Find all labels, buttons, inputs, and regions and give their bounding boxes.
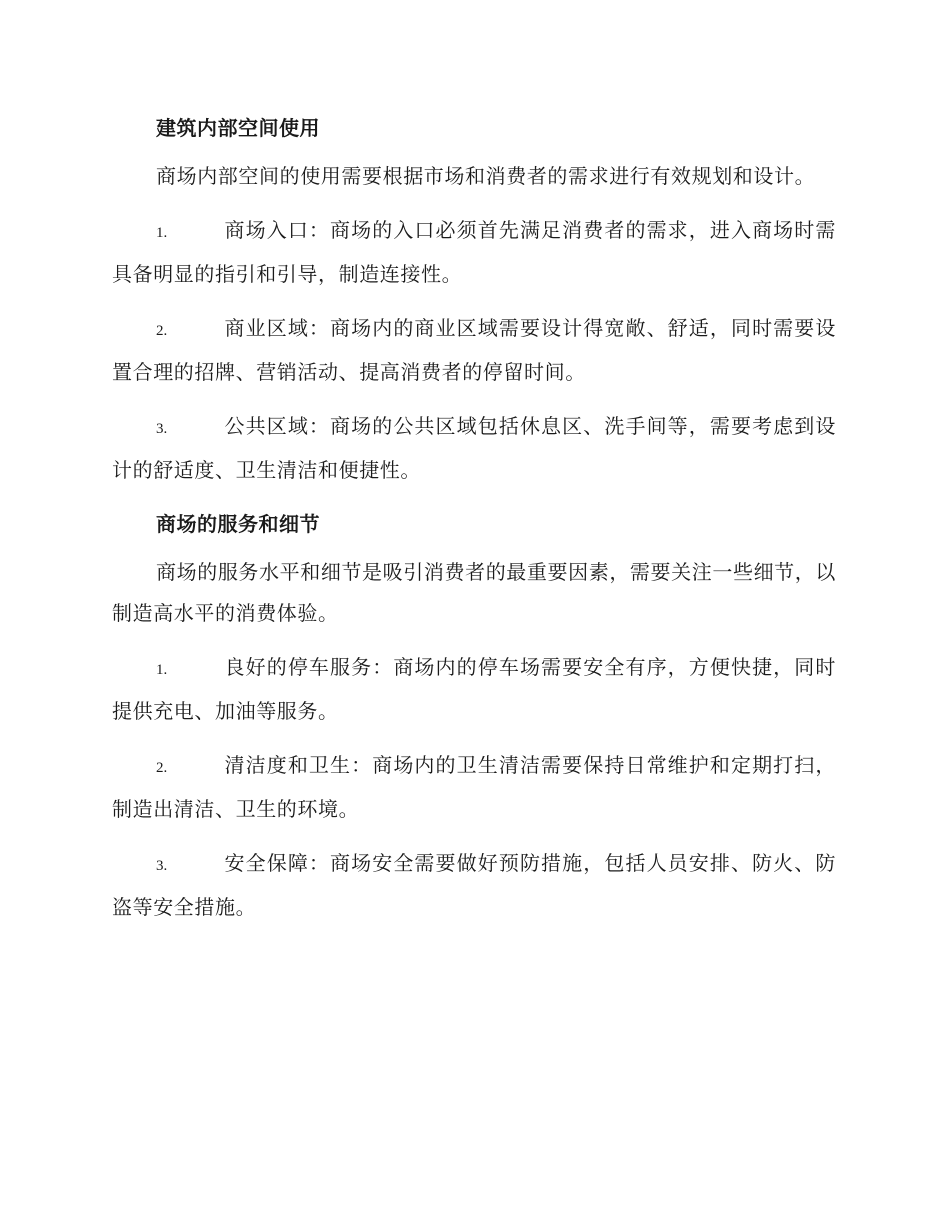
list-item-text: 商业区域：商场内的商业区域需要设计得宽敞、舒适，同时需要设置合理的招牌、营销活动、提高消费者的停留时间。 <box>112 316 836 384</box>
list-item <box>112 308 836 393</box>
section-heading: 商场的服务和细节 <box>156 512 320 536</box>
list-number: 1. <box>156 225 168 241</box>
list-item <box>112 745 836 830</box>
document-body <box>112 108 836 941</box>
list-item <box>112 406 836 491</box>
list-item <box>112 843 836 928</box>
section-intro: 商场的服务水平和细节是吸引消费者的最重要因素，需要关注一些细节，以制造高水平的消费体验。 <box>112 560 836 625</box>
list-number: 2. <box>156 323 168 339</box>
list-item-text: 安全保障：商场安全需要做好预防措施，包括人员安排、防火、防盗等安全措施。 <box>112 851 836 919</box>
list-item-text: 良好的停车服务：商场内的停车场需要安全有序，方便快捷，同时提供充电、加油等服务。 <box>112 655 836 723</box>
list-number: 2. <box>156 760 168 776</box>
list-item <box>112 210 836 295</box>
section-intro: 商场内部空间的使用需要根据市场和消费者的需求进行有效规划和设计。 <box>156 164 816 188</box>
list-item-text: 商场入口：商场的入口必须首先满足消费者的需求，进入商场时需具备明显的指引和引导，制造连接性。 <box>112 218 836 286</box>
list-number: 3. <box>156 858 168 874</box>
section-heading: 建筑内部空间使用 <box>156 116 320 140</box>
list-number: 1. <box>156 662 168 678</box>
list-item-text: 公共区域：商场的公共区域包括休息区、洗手间等，需要考虑到设计的舒适度、卫生清洁和便捷性。 <box>112 414 836 482</box>
list-item <box>112 647 836 732</box>
list-number: 3. <box>156 421 168 437</box>
list-item-text: 清洁度和卫生：商场内的卫生清洁需要保持日常维护和定期打扫，制造出清洁、卫生的环境。 <box>112 753 836 821</box>
